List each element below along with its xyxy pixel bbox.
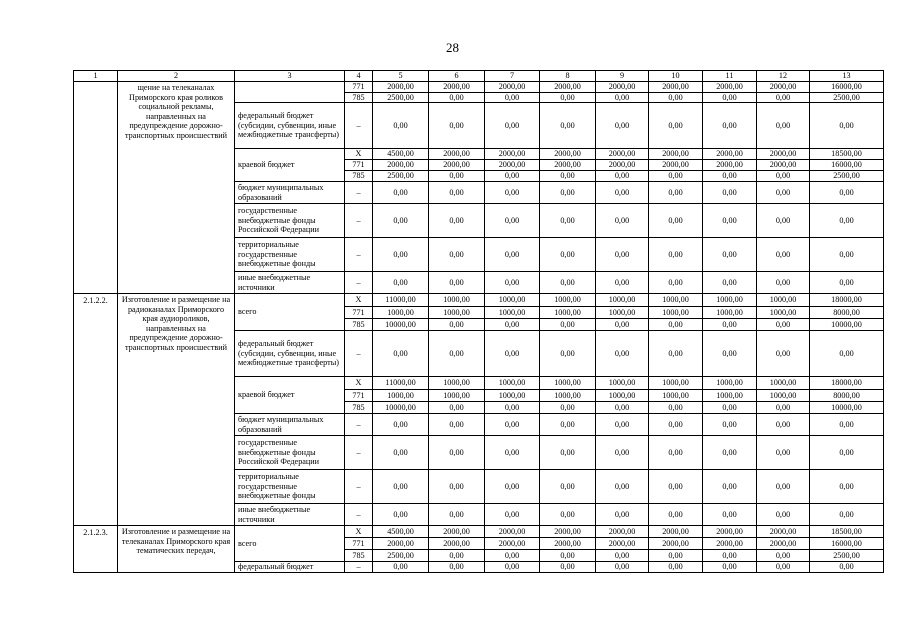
year-value: 0,00 [649, 402, 703, 414]
funding-source: всего [235, 294, 345, 331]
year-value: 0,00 [540, 92, 596, 103]
funding-source: всего [235, 526, 345, 562]
year-value: 0,00 [649, 204, 703, 238]
year-value: 2000,00 [485, 82, 540, 93]
year-value: 2000,00 [757, 160, 810, 171]
year-value: 0,00 [485, 103, 540, 149]
budget-code: X [345, 377, 373, 390]
column-header: 5 [373, 71, 429, 82]
year-value: 0,00 [649, 272, 703, 294]
year-value: 0,00 [703, 402, 757, 414]
year-value: 0,00 [649, 171, 703, 182]
item-number [74, 82, 118, 294]
table-row [74, 82, 884, 93]
year-value: 2000,00 [485, 526, 540, 538]
year-value: 0,00 [540, 562, 596, 573]
year-value: 2000,00 [429, 526, 485, 538]
year-value: 0,00 [540, 238, 596, 272]
year-value: 0,00 [596, 92, 649, 103]
year-value: 1000,00 [596, 294, 649, 307]
year-value: 2000,00 [703, 160, 757, 171]
year-value: 0,00 [596, 272, 649, 294]
column-header: 12 [757, 71, 810, 82]
year-value: 0,00 [429, 436, 485, 470]
column-header: 2 [118, 71, 235, 82]
page-number: 28 [446, 40, 459, 55]
year-value: 0,00 [649, 414, 703, 436]
funding-source: территориальные государственные внебюджетные фонды [235, 470, 345, 504]
year-value: 0,00 [703, 238, 757, 272]
year-value: 1000,00 [429, 307, 485, 319]
year-value: 0,00 [373, 182, 429, 204]
funding-source: бюджет муниципальных образований [235, 414, 345, 436]
year-value: 2000,00 [757, 149, 810, 160]
year-value: 1000,00 [485, 307, 540, 319]
column-header: 6 [429, 71, 485, 82]
year-value: 0,00 [540, 331, 596, 377]
year-value: 0,00 [485, 504, 540, 526]
year-value: 2000,00 [540, 149, 596, 160]
funding-source: бюджет муниципальных образований [235, 182, 345, 204]
year-value: 0,00 [485, 319, 540, 331]
total-value: 2500,00 [810, 550, 884, 562]
year-value: 0,00 [649, 92, 703, 103]
item-name: щение на телеканалах Приморского края роликов социальной рекламы, направленных на предупреждение дорожно-транспортных происшествий [118, 82, 235, 294]
year-value: 0,00 [540, 204, 596, 238]
year-value: 0,00 [373, 272, 429, 294]
total-value: 0,00 [810, 470, 884, 504]
year-value: 2000,00 [649, 160, 703, 171]
total-value: 0,00 [810, 272, 884, 294]
year-value: 0,00 [596, 550, 649, 562]
total-value: 2500,00 [810, 92, 884, 103]
total-value: 8000,00 [810, 307, 884, 319]
budget-code: X [345, 294, 373, 307]
year-value: 1000,00 [485, 294, 540, 307]
year-value: 0,00 [540, 414, 596, 436]
year-value: 0,00 [703, 272, 757, 294]
total-value: 0,00 [810, 204, 884, 238]
year-value: 1000,00 [429, 390, 485, 402]
funding-source: краевой бюджет [235, 377, 345, 414]
year-value: 0,00 [373, 103, 429, 149]
budget-code: – [345, 103, 373, 149]
funding-source: федеральный бюджет [235, 562, 345, 573]
year-value: 1000,00 [373, 307, 429, 319]
year-value: 0,00 [429, 402, 485, 414]
year-value: 1000,00 [757, 390, 810, 402]
year-value: 0,00 [596, 402, 649, 414]
year-value: 1000,00 [703, 294, 757, 307]
year-value: 0,00 [373, 414, 429, 436]
column-header: 7 [485, 71, 540, 82]
funding-source: федеральный бюджет (субсидии, субвенции, иные межбюджетные трансферты) [235, 103, 345, 149]
year-value: 1000,00 [757, 307, 810, 319]
year-value: 0,00 [373, 204, 429, 238]
year-value: 0,00 [596, 414, 649, 436]
year-value: 0,00 [757, 182, 810, 204]
year-value: 0,00 [540, 103, 596, 149]
budget-code: 771 [345, 390, 373, 402]
year-value: 0,00 [485, 562, 540, 573]
item-name: Изготовление и размещение на телеканалах Приморского края тематических передач, [118, 526, 235, 573]
year-value: 0,00 [649, 550, 703, 562]
year-value: 0,00 [649, 436, 703, 470]
year-value: 0,00 [703, 204, 757, 238]
budget-code: X [345, 149, 373, 160]
year-value: 1000,00 [596, 307, 649, 319]
year-value: 0,00 [373, 562, 429, 573]
year-value: 0,00 [485, 470, 540, 504]
year-value: 1000,00 [649, 377, 703, 390]
year-value: 2000,00 [373, 160, 429, 171]
year-value: 0,00 [485, 171, 540, 182]
year-value: 0,00 [429, 504, 485, 526]
year-value: 0,00 [596, 182, 649, 204]
funding-source: территориальные государственные внебюджетные фонды [235, 238, 345, 272]
header-row [74, 71, 884, 82]
total-value: 0,00 [810, 331, 884, 377]
total-value: 10000,00 [810, 402, 884, 414]
year-value: 0,00 [596, 103, 649, 149]
total-value: 10000,00 [810, 319, 884, 331]
year-value: 0,00 [540, 272, 596, 294]
year-value: 0,00 [429, 92, 485, 103]
year-value: 0,00 [540, 402, 596, 414]
budget-code: – [345, 562, 373, 573]
year-value: 0,00 [703, 504, 757, 526]
total-value: 0,00 [810, 182, 884, 204]
item-number: 2.1.2.2. [74, 294, 118, 526]
budget-code: – [345, 238, 373, 272]
year-value: 1000,00 [757, 377, 810, 390]
column-header: 10 [649, 71, 703, 82]
year-value: 0,00 [596, 470, 649, 504]
table-row [74, 294, 884, 307]
year-value: 0,00 [757, 103, 810, 149]
budget-code: 771 [345, 160, 373, 171]
year-value: 2000,00 [485, 149, 540, 160]
table-row [74, 526, 884, 538]
funding-source: иные внебюджетные источники [235, 272, 345, 294]
year-value: 0,00 [757, 470, 810, 504]
year-value: 2000,00 [757, 82, 810, 93]
year-value: 0,00 [485, 331, 540, 377]
year-value: 1000,00 [757, 294, 810, 307]
budget-code: – [345, 436, 373, 470]
year-value: 0,00 [429, 204, 485, 238]
total-value: 0,00 [810, 414, 884, 436]
year-value: 2000,00 [596, 538, 649, 550]
year-value: 4500,00 [373, 149, 429, 160]
year-value: 2000,00 [429, 149, 485, 160]
year-value: 2500,00 [373, 92, 429, 103]
year-value: 2000,00 [703, 149, 757, 160]
year-value: 0,00 [703, 470, 757, 504]
column-header: 1 [74, 71, 118, 82]
year-value: 0,00 [485, 414, 540, 436]
year-value: 0,00 [757, 550, 810, 562]
year-value: 0,00 [429, 238, 485, 272]
year-value: 0,00 [596, 171, 649, 182]
year-value: 0,00 [596, 204, 649, 238]
year-value: 0,00 [429, 470, 485, 504]
year-value: 0,00 [485, 272, 540, 294]
year-value: 0,00 [649, 319, 703, 331]
year-value: 0,00 [757, 92, 810, 103]
year-value: 0,00 [373, 331, 429, 377]
budget-code: 785 [345, 550, 373, 562]
year-value: 2000,00 [757, 526, 810, 538]
year-value: 0,00 [703, 92, 757, 103]
budget-code: 785 [345, 402, 373, 414]
year-value: 0,00 [757, 414, 810, 436]
item-number: 2.1.2.3. [74, 526, 118, 573]
budget-code: – [345, 504, 373, 526]
year-value: 2000,00 [596, 149, 649, 160]
year-value: 2000,00 [649, 82, 703, 93]
budget-code: 771 [345, 307, 373, 319]
year-value: 1000,00 [429, 294, 485, 307]
year-value: 2000,00 [485, 538, 540, 550]
budget-code: 785 [345, 319, 373, 331]
year-value: 0,00 [540, 171, 596, 182]
year-value: 1000,00 [703, 307, 757, 319]
year-value: 0,00 [757, 319, 810, 331]
year-value: 0,00 [649, 103, 703, 149]
total-value: 2500,00 [810, 171, 884, 182]
year-value: 0,00 [757, 504, 810, 526]
budget-code: – [345, 470, 373, 504]
year-value: 0,00 [596, 331, 649, 377]
year-value: 2000,00 [373, 538, 429, 550]
funding-source: государственные внебюджетные фонды Российской Федерации [235, 436, 345, 470]
funding-source: краевой бюджет [235, 149, 345, 182]
year-value: 0,00 [649, 238, 703, 272]
total-value: 0,00 [810, 562, 884, 573]
budget-code: 785 [345, 92, 373, 103]
year-value: 0,00 [757, 238, 810, 272]
column-header: 13 [810, 71, 884, 82]
year-value: 0,00 [649, 504, 703, 526]
column-header: 8 [540, 71, 596, 82]
year-value: 0,00 [540, 182, 596, 204]
year-value: 0,00 [703, 319, 757, 331]
year-value: 2000,00 [373, 82, 429, 93]
year-value: 0,00 [540, 504, 596, 526]
year-value: 0,00 [703, 182, 757, 204]
year-value: 1000,00 [540, 377, 596, 390]
year-value: 0,00 [757, 204, 810, 238]
year-value: 11000,00 [373, 377, 429, 390]
year-value: 0,00 [703, 436, 757, 470]
year-value: 0,00 [649, 470, 703, 504]
year-value: 0,00 [373, 504, 429, 526]
funding-source: государственные внебюджетные фонды Российской Федерации [235, 204, 345, 238]
budget-code: – [345, 272, 373, 294]
year-value: 1000,00 [649, 390, 703, 402]
year-value: 0,00 [373, 436, 429, 470]
year-value: 2000,00 [540, 160, 596, 171]
year-value: 1000,00 [703, 390, 757, 402]
year-value: 0,00 [703, 562, 757, 573]
year-value: 0,00 [757, 171, 810, 182]
year-value: 0,00 [649, 182, 703, 204]
year-value: 1000,00 [649, 294, 703, 307]
year-value: 0,00 [485, 436, 540, 470]
year-value: 0,00 [429, 103, 485, 149]
year-value: 0,00 [429, 171, 485, 182]
total-value: 0,00 [810, 504, 884, 526]
year-value: 1000,00 [485, 390, 540, 402]
year-value: 2000,00 [649, 149, 703, 160]
year-value: 0,00 [485, 402, 540, 414]
year-value: 1000,00 [373, 390, 429, 402]
year-value: 0,00 [540, 436, 596, 470]
item-name: Изготовление и размещение на радиоканалах Приморского края аудиороликов, направленных на предупреждение дорожно-транспортных происшествий [118, 294, 235, 526]
year-value: 2000,00 [429, 160, 485, 171]
budget-table [73, 70, 884, 573]
year-value: 0,00 [703, 103, 757, 149]
year-value: 2000,00 [649, 538, 703, 550]
year-value: 2500,00 [373, 171, 429, 182]
year-value: 0,00 [429, 331, 485, 377]
year-value: 0,00 [757, 402, 810, 414]
year-value: 0,00 [649, 331, 703, 377]
year-value: 0,00 [429, 182, 485, 204]
funding-source: федеральный бюджет (субсидии, субвенции, иные межбюджетные трансферты) [235, 331, 345, 377]
budget-code: 771 [345, 82, 373, 93]
total-value: 0,00 [810, 436, 884, 470]
year-value: 1000,00 [429, 377, 485, 390]
total-value: 16000,00 [810, 538, 884, 550]
funding-source: иные внебюджетные источники [235, 504, 345, 526]
year-value: 2000,00 [703, 538, 757, 550]
year-value: 1000,00 [596, 390, 649, 402]
year-value: 0,00 [596, 562, 649, 573]
year-value: 0,00 [596, 436, 649, 470]
total-value: 16000,00 [810, 160, 884, 171]
year-value: 0,00 [485, 238, 540, 272]
total-value: 8000,00 [810, 390, 884, 402]
year-value: 0,00 [485, 550, 540, 562]
total-value: 16000,00 [810, 82, 884, 93]
table-body [74, 71, 884, 573]
year-value: 10000,00 [373, 319, 429, 331]
column-header: 3 [235, 71, 345, 82]
year-value: 0,00 [757, 272, 810, 294]
year-value: 2000,00 [596, 82, 649, 93]
year-value: 2500,00 [373, 550, 429, 562]
year-value: 0,00 [540, 550, 596, 562]
column-header: 4 [345, 71, 373, 82]
year-value: 0,00 [596, 319, 649, 331]
budget-code: 771 [345, 538, 373, 550]
year-value: 2000,00 [429, 82, 485, 93]
year-value: 2000,00 [540, 526, 596, 538]
year-value: 11000,00 [373, 294, 429, 307]
year-value: 0,00 [373, 470, 429, 504]
budget-code: 785 [345, 171, 373, 182]
column-header: 11 [703, 71, 757, 82]
year-value: 2000,00 [757, 538, 810, 550]
year-value: 0,00 [540, 319, 596, 331]
year-value: 0,00 [540, 470, 596, 504]
total-value: 18000,00 [810, 294, 884, 307]
budget-code: – [345, 182, 373, 204]
year-value: 1000,00 [540, 390, 596, 402]
year-value: 0,00 [703, 171, 757, 182]
year-value: 1000,00 [485, 377, 540, 390]
year-value: 0,00 [485, 182, 540, 204]
year-value: 0,00 [649, 562, 703, 573]
year-value: 0,00 [373, 238, 429, 272]
year-value: 2000,00 [429, 538, 485, 550]
year-value: 2000,00 [703, 82, 757, 93]
total-value: 18000,00 [810, 377, 884, 390]
year-value: 0,00 [429, 319, 485, 331]
year-value: 0,00 [757, 562, 810, 573]
year-value: 0,00 [703, 331, 757, 377]
year-value: 4500,00 [373, 526, 429, 538]
year-value: 0,00 [757, 436, 810, 470]
budget-code: X [345, 526, 373, 538]
budget-code: – [345, 414, 373, 436]
year-value: 0,00 [485, 204, 540, 238]
year-value: 1000,00 [703, 377, 757, 390]
year-value: 0,00 [429, 272, 485, 294]
year-value: 2000,00 [485, 160, 540, 171]
year-value: 2000,00 [540, 82, 596, 93]
budget-code: – [345, 331, 373, 377]
year-value: 0,00 [429, 562, 485, 573]
year-value: 2000,00 [540, 538, 596, 550]
year-value: 0,00 [429, 550, 485, 562]
total-value: 18500,00 [810, 149, 884, 160]
year-value: 1000,00 [540, 307, 596, 319]
year-value: 0,00 [596, 238, 649, 272]
year-value: 1000,00 [540, 294, 596, 307]
year-value: 2000,00 [649, 526, 703, 538]
year-value: 2000,00 [596, 526, 649, 538]
total-value: 0,00 [810, 103, 884, 149]
year-value: 2000,00 [596, 160, 649, 171]
total-value: 0,00 [810, 238, 884, 272]
budget-code: – [345, 204, 373, 238]
year-value: 2000,00 [703, 526, 757, 538]
year-value: 0,00 [596, 504, 649, 526]
year-value: 0,00 [703, 550, 757, 562]
year-value: 0,00 [757, 331, 810, 377]
year-value: 0,00 [485, 92, 540, 103]
year-value: 1000,00 [649, 307, 703, 319]
year-value: 0,00 [703, 414, 757, 436]
year-value: 0,00 [429, 414, 485, 436]
funding-source [235, 82, 345, 103]
column-header: 9 [596, 71, 649, 82]
year-value: 10000,00 [373, 402, 429, 414]
year-value: 1000,00 [596, 377, 649, 390]
total-value: 18500,00 [810, 526, 884, 538]
